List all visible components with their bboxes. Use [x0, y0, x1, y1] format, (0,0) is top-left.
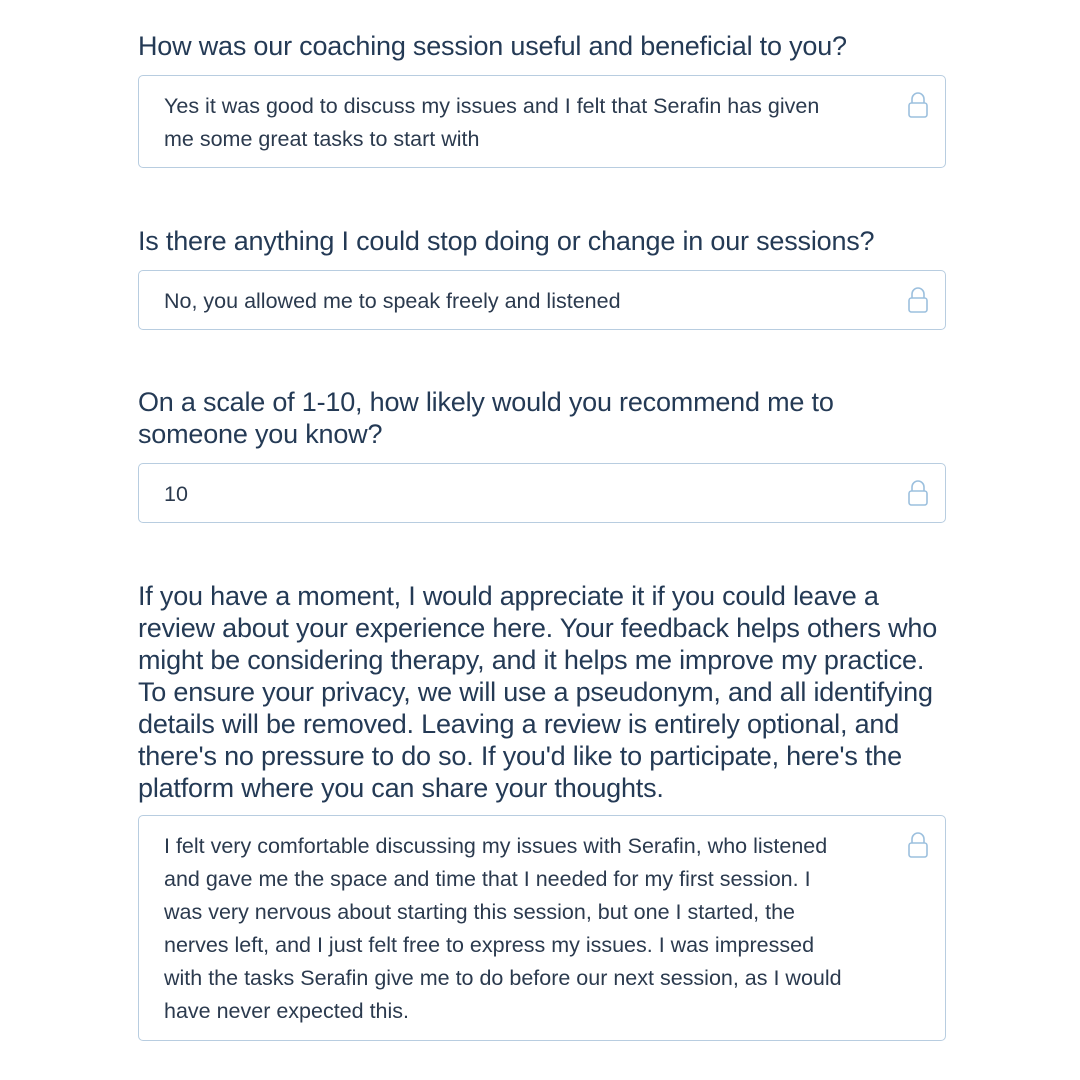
answer-field-usefulness[interactable] [138, 75, 946, 168]
answer-field-review[interactable] [138, 815, 946, 1041]
lock-icon [907, 286, 929, 314]
answer-field-change[interactable] [138, 270, 946, 330]
answer-text-recommend: 10 [164, 482, 188, 506]
lock-icon [907, 91, 929, 119]
question-review: If you have a moment, I would appreciate it if you could leave a review about your experience here. Your feedback helps others who might be considering therapy, and it helps me improve my practice. To ensure your privacy, we will use a pseudonym, and all identifying details will be removed. Leaving a review is entirely optional, and there's no pressure to do so. If you'd like to participate, here's the platform where you can share your thoughts. [138, 581, 938, 803]
answer-text-review: I felt very comfortable discussing my issues with Serafin, who listened and gave me the space and time that I needed for my first session. I was very nervous about starting this session, but one I started, the nerves left, and I just felt free to express my issues. I was impressed with the tasks Serafin give me to do before our next session, as I would have never expected this. [164, 834, 842, 1023]
question-usefulness: How was our coaching session useful and beneficial to you? [138, 31, 847, 61]
answer-field-recommend[interactable] [138, 463, 946, 523]
lock-icon [907, 831, 929, 859]
question-change: Is there anything I could stop doing or change in our sessions? [138, 226, 875, 256]
answer-text-usefulness: Yes it was good to discuss my issues and I felt that Serafin has given me some great tasks to start with [164, 94, 820, 151]
answer-text-change: No, you allowed me to speak freely and listened [164, 289, 621, 313]
question-recommend: On a scale of 1-10, how likely would you recommend me to someone you know? [138, 387, 834, 449]
lock-icon [907, 479, 929, 507]
